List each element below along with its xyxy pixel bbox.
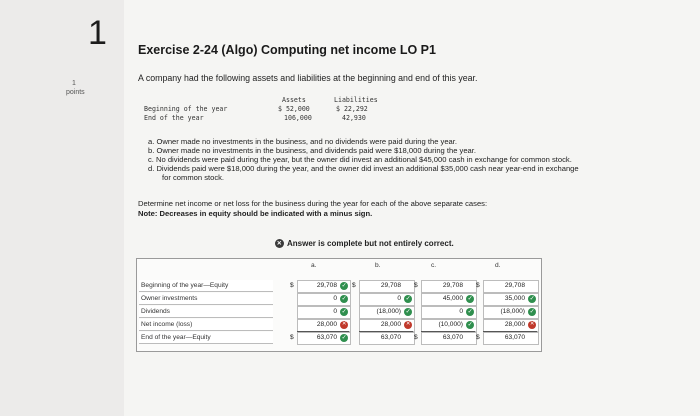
task-instructions (138, 199, 487, 218)
task-note: Note: Decreases in equity should be indicated with a minus sign. (138, 208, 373, 218)
correct-icon (528, 308, 536, 316)
value-d-investments: 35,000 (504, 295, 525, 302)
value-a-net-income: 28,000 (316, 321, 337, 328)
ledger-row-label: Beginning of the year (144, 105, 228, 113)
dollar-sign: $ (476, 334, 480, 341)
ledger-liabilities-value: 42,930 (342, 114, 366, 122)
value-d-ending: 63,070 (504, 334, 525, 341)
value-d-beginning: 29,708 (504, 282, 525, 289)
row-label-beginning-equity: Beginning of the year—Equity (139, 280, 273, 292)
row-label-net-income: Net income (loss) (139, 319, 273, 331)
value-d-net-income: 28,000 (504, 321, 525, 328)
incorrect-icon (275, 239, 284, 248)
row-label-dividends: Dividends (139, 306, 273, 318)
value-c-investments: 45,000 (442, 295, 463, 302)
case-d-continued: for common stock. (162, 173, 225, 182)
value-a-beginning: 29,708 (316, 282, 337, 289)
value-a-investments: 0 (333, 295, 337, 302)
points-label: points (66, 89, 85, 96)
correct-icon (466, 308, 474, 316)
correct-icon (340, 282, 348, 290)
value-a-dividends: 0 (333, 308, 337, 315)
ledger-liabilities-value: $ 22,292 (336, 105, 368, 113)
row-label-ending-equity: End of the year—Equity (139, 332, 273, 344)
correct-icon (404, 308, 412, 316)
incorrect-icon (340, 321, 348, 329)
value-c-beginning: 29,708 (442, 282, 463, 289)
row-label-owner-investments: Owner investments (139, 293, 273, 305)
dollar-sign: $ (414, 282, 418, 289)
dollar-sign: $ (352, 282, 356, 289)
value-d-dividends: (18,000) (500, 308, 525, 315)
value-b-beginning: 29,708 (380, 282, 401, 289)
correct-icon (340, 308, 348, 316)
correct-icon (404, 295, 412, 303)
value-c-net-income: (10,000) (438, 321, 463, 328)
question-rail (0, 0, 124, 416)
column-header-c: c. (431, 262, 437, 269)
points-value: 1 (72, 80, 76, 87)
value-b-investments: 0 (397, 295, 401, 302)
value-c-dividends: 0 (459, 308, 463, 315)
question-number: 1 (88, 14, 107, 52)
task-text: Determine net income or net loss for the business during the year for each of the above separate cases: (138, 199, 488, 208)
column-header-b: b. (375, 262, 381, 269)
incorrect-icon (528, 321, 536, 329)
correct-icon (466, 295, 474, 303)
value-b-ending: 63,070 (380, 334, 401, 341)
value-a-ending: 63,070 (316, 334, 337, 341)
case-c: c. No dividends were paid during the year, but the owner did invest an additional $45,000 cash in exchange for common stock. (148, 155, 572, 164)
case-a: a. Owner made no investments in the business, and no dividends were paid during the year. (148, 137, 457, 146)
case-b: b. Owner made no investments in the business, and dividends paid were $18,000 during the year. (148, 146, 476, 155)
correct-icon (528, 295, 536, 303)
case-statements (148, 137, 700, 182)
incorrect-icon (404, 321, 412, 329)
dollar-sign: $ (414, 334, 418, 341)
ledger-assets-value: $ 52,000 (278, 105, 310, 113)
correct-icon (340, 295, 348, 303)
column-header-d: d. (495, 262, 501, 269)
equity-answer-table (136, 258, 542, 352)
ledger-row-label: End of the year (144, 114, 204, 122)
answer-status (275, 239, 454, 248)
answer-status-text: Answer is complete but not entirely correct. (287, 239, 454, 248)
dollar-sign: $ (290, 282, 294, 289)
case-d: d. Dividends paid were $18,000 during the year, and the owner did invest an additional $35,000 cash near year-end in exchange (148, 164, 579, 173)
assets-header: Assets (282, 96, 306, 104)
intro-text: A company had the following assets and liabilities at the beginning and end of this year. (138, 73, 478, 83)
dollar-sign: $ (290, 334, 294, 341)
value-b-dividends: (18,000) (376, 308, 401, 315)
value-c-ending: 63,070 (442, 334, 463, 341)
ledger-assets-value: 106,000 (284, 114, 312, 122)
liabilities-header: Liabilities (334, 96, 378, 104)
value-b-net-income: 28,000 (380, 321, 401, 328)
exercise-title: Exercise 2-24 (Algo) Computing net income LO P1 (138, 43, 436, 57)
correct-icon (466, 321, 474, 329)
correct-icon (340, 334, 348, 342)
dollar-sign: $ (476, 282, 480, 289)
column-header-a: a. (311, 262, 317, 269)
